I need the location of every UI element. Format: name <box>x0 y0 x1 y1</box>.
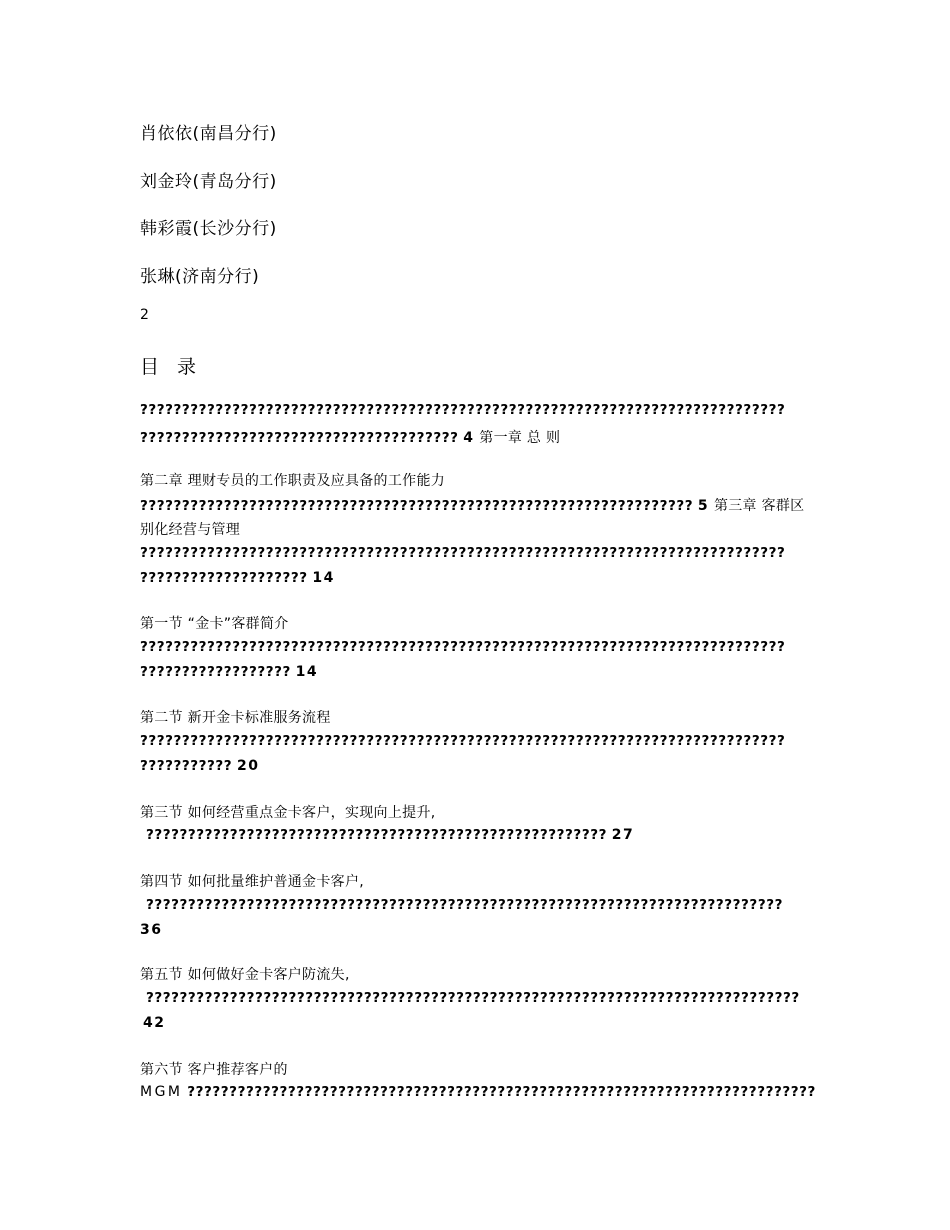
toc-leader: ?????????????????????????????????????? <box>140 430 459 446</box>
toc-chapter-title: 第二章 理财专员的工作职责及应具备的工作能力 <box>140 473 446 489</box>
contributor-4: 张琳(济南分行) <box>140 267 260 287</box>
toc-page-number: 27 <box>611 827 635 843</box>
toc-entry <box>140 664 318 680</box>
toc-leader: ???????????????????? <box>140 570 308 586</box>
toc-entry <box>146 827 634 843</box>
toc-page-number: 42 <box>143 1015 166 1031</box>
toc-entry <box>140 427 560 447</box>
toc-leader: ?????????????????????????????????????????????????????????????????????????????? <box>146 990 800 1006</box>
toc-leader: ????????????????????????????????????????????????????????????????????????????? <box>140 402 786 418</box>
toc-mgm-label: MGM <box>140 1084 183 1100</box>
toc-page-number: 14 <box>312 570 335 586</box>
toc-title: 目 录 <box>140 356 203 378</box>
toc-entry <box>140 570 335 586</box>
toc-leader: ????????????????????????????????????????????????????????????????????????????? <box>140 639 786 655</box>
toc-entry <box>140 758 259 774</box>
toc-leader: ???????????????????????????????????????????????????????????????????????????? <box>146 897 783 913</box>
toc-page-number: 14 <box>295 664 319 680</box>
toc-leader: ?????????????????? <box>140 664 291 680</box>
page-number: 2 <box>140 307 149 323</box>
contributor-3: 韩彩霞(长沙分行) <box>140 219 277 239</box>
toc-page-number: 36 <box>140 922 163 938</box>
toc-leader: ??????????? <box>140 758 233 774</box>
toc-section-title: 第二节 新开金卡标准服务流程 <box>140 710 331 726</box>
toc-leader: ??????????????????????????????????????????????????????????????????????????? <box>187 1084 816 1100</box>
toc-section-title: 第四节 如何批量维护普通金卡客户, <box>140 874 364 890</box>
toc-page-number: 5 <box>697 498 710 514</box>
toc-section-title: 第一节 “金卡”客群简介 <box>140 616 289 632</box>
toc-page-number: 20 <box>236 758 260 774</box>
toc-entry <box>140 495 805 515</box>
toc-section-title: 第六节 客户推荐客户的 <box>140 1062 288 1078</box>
toc-section-title: 第五节 如何做好金卡客户防流失, <box>140 967 350 983</box>
toc-chapter-title: 第三章 客群区 <box>713 498 805 514</box>
toc-chapter-title: 别化经营与管理 <box>140 522 241 538</box>
toc-leader: ????????????????????????????????????????????????????????????????????????????? <box>140 545 786 561</box>
toc-page-number: 4 <box>463 430 475 446</box>
toc-leader: ????????????????????????????????????????????????????????????????????????????? <box>140 733 786 749</box>
toc-section-title: 第三节 如何经营重点金卡客户，实现向上提升, <box>140 805 436 821</box>
toc-chapter-title: 第一章 总 则 <box>479 430 561 446</box>
contributor-1: 肖依依(南昌分行) <box>140 124 277 144</box>
toc-entry <box>140 1084 816 1100</box>
toc-leader: ?????????????????????????????????????????????????????????????????? <box>140 498 694 514</box>
toc-leader: ??????????????????????????????????????????????????????? <box>146 827 607 843</box>
contributor-2: 刘金玲(青岛分行) <box>140 172 277 192</box>
